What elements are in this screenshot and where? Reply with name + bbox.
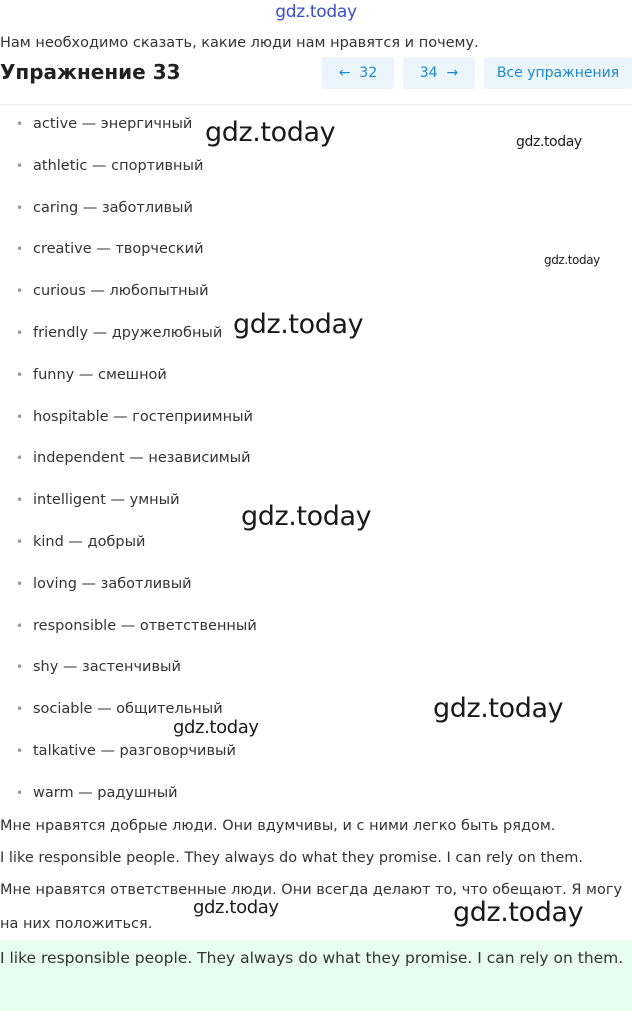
prev-exercise-button[interactable] — [322, 57, 394, 89]
list-item — [0, 313, 257, 355]
exercise-title: Упражнение 33 — [0, 60, 181, 84]
word-text: hospitable — гостеприимный — [33, 408, 253, 425]
word-text: active — энергичный — [33, 116, 193, 132]
bullet-icon: • — [16, 534, 24, 549]
watermark: gdz.today — [544, 253, 600, 267]
word-text: friendly — дружелюбный — [33, 324, 223, 341]
watermark: gdz.today — [173, 717, 259, 738]
bullet-icon: • — [16, 660, 24, 675]
list-item — [0, 229, 257, 271]
bullet-icon: • — [16, 618, 24, 633]
word-text: loving — заботливый — [33, 575, 192, 592]
site-logo[interactable]: gdz.today — [275, 2, 357, 22]
word-text: warm — радушный — [33, 784, 178, 801]
word-text: creative — творческий — [33, 241, 204, 258]
bullet-icon: • — [16, 451, 24, 466]
prev-exercise-label: 32 — [359, 65, 378, 81]
answer-sentence-en-responsible: I like responsible people. They always do what they promise. I can rely on them. — [0, 850, 584, 866]
answer-sentence-ru-responsible: Мне нравятся ответственные люди. Они всегда делают то, что обещают. Я могу на них положиться. — [0, 882, 623, 932]
word-text: sociable — общительный — [33, 701, 223, 718]
intro-text: Нам необходимо сказать, какие люди нам нравятся и почему. — [0, 35, 479, 51]
word-text: talkative — разговорчивый — [33, 742, 236, 759]
word-text: kind — добрый — [33, 533, 146, 550]
bullet-icon: • — [16, 493, 24, 508]
watermark: gdz.today — [205, 117, 336, 148]
list-item — [0, 146, 257, 188]
bullet-icon: • — [16, 117, 24, 131]
list-item — [0, 647, 257, 689]
list-item — [0, 606, 257, 648]
word-text: intelligent — умный — [33, 492, 180, 509]
bullet-icon: • — [16, 743, 24, 758]
word-text: curious — любопытный — [33, 283, 209, 300]
bullet-icon: • — [16, 576, 24, 591]
watermark: gdz.today — [433, 693, 564, 724]
bullet-icon: • — [16, 200, 24, 215]
word-text: athletic — спортивный — [33, 157, 204, 174]
bullet-icon: • — [16, 409, 24, 424]
word-text: responsible — ответственный — [33, 617, 257, 634]
list-item — [0, 355, 257, 397]
watermark: gdz.today — [516, 134, 582, 150]
list-item — [0, 188, 257, 230]
next-exercise-button[interactable] — [403, 57, 475, 89]
bullet-icon: • — [16, 702, 24, 717]
watermark: gdz.today — [453, 897, 584, 928]
watermark: gdz.today — [193, 897, 279, 918]
word-text: independent — независимый — [33, 450, 251, 467]
list-item — [0, 271, 257, 313]
bullet-icon: • — [16, 284, 24, 299]
list-item — [0, 480, 257, 522]
highlighted-answer: I like responsible people. They always do what they promise. I can rely on them. — [0, 940, 632, 1011]
watermark: gdz.today — [233, 309, 364, 340]
arrow-left-icon: ← — [338, 65, 351, 81]
bullet-icon: • — [16, 325, 24, 340]
word-text: shy — застенчивый — [33, 659, 181, 676]
list-item — [0, 773, 257, 815]
list-item — [0, 397, 257, 439]
word-text: caring — заботливый — [33, 199, 193, 216]
list-item — [0, 522, 257, 564]
bullet-icon: • — [16, 158, 24, 173]
next-exercise-label: 34 — [419, 65, 438, 81]
word-text: funny — смешной — [33, 366, 167, 383]
all-exercises-button[interactable]: Все упражнения — [484, 57, 632, 89]
vocabulary-list — [0, 104, 257, 815]
arrow-right-icon: → — [446, 65, 459, 81]
bullet-icon: • — [16, 785, 24, 800]
bullet-icon: • — [16, 242, 24, 257]
watermark: gdz.today — [241, 501, 372, 532]
answer-sentence-ru-kind: Мне нравятся добрые люди. Они вдумчивы, и с ними легко быть рядом. — [0, 818, 556, 834]
list-item — [0, 438, 257, 480]
list-item — [0, 564, 257, 606]
bullet-icon: • — [16, 367, 24, 382]
